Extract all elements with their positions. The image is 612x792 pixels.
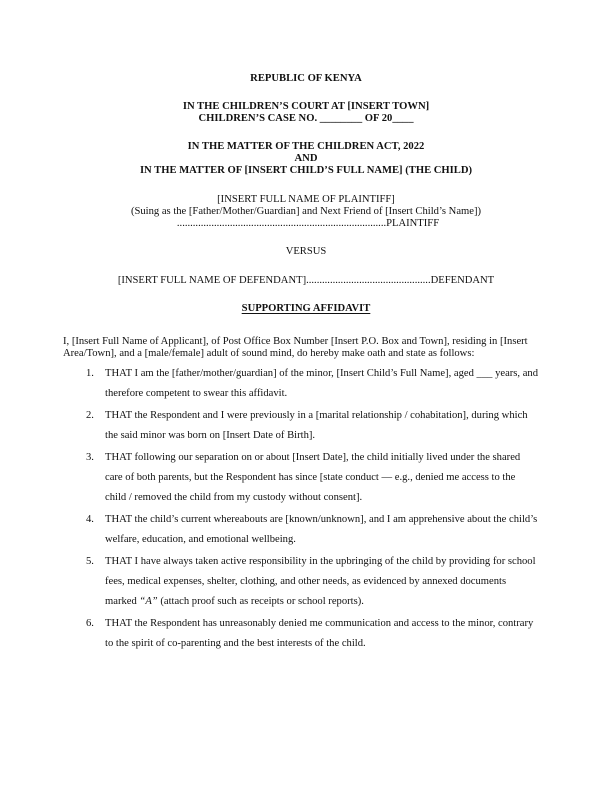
defendant-line: [INSERT FULL NAME OF DEFENDANT]...............................................DEFENDANT: [117, 275, 495, 286]
paragraph-number: 5.: [86, 555, 94, 567]
document-title: [0, 303, 612, 315]
affidavit-paragraph: [63, 552, 538, 613]
paragraph-text-before: THAT I have always taken active responsibility in the upbringing of the child by providing for school fees, medical expenses, shelter, clothing, and other needs, as evidenced by annexed documents marked: [105, 555, 536, 608]
affidavit-paragraphs: [63, 364, 538, 656]
paragraph-number: 6.: [86, 617, 94, 629]
plaintiff-line: ...............................................................................PLAINTIFF: [176, 218, 440, 229]
paragraph-text: THAT I am the [father/mother/guardian] of the minor, [Insert Child’s Full Name], aged ___ years, and therefore competent to swear this affidavit.: [105, 368, 539, 400]
paragraph-text: THAT following our separation on or about [Insert Date], the child initially lived under the shared care of both parents, but the Respondent has since [state conduct — e.g., denied me access to the child / removed the child from my custody without consent].: [105, 451, 521, 504]
annex-mark: “A”: [139, 596, 158, 608]
affidavit-paragraph: [63, 448, 538, 509]
paragraph-text: THAT the Respondent has unreasonably denied me communication and access to the minor, contrary to the spirit of co-parenting and the best interests of the child.: [105, 617, 534, 650]
republic-heading: REPUBLIC OF KENYA: [250, 73, 362, 84]
paragraph-number: 3.: [86, 451, 94, 463]
affidavit-paragraph: [63, 364, 538, 405]
matter-child-heading: IN THE MATTER OF [INSERT CHILD’S FULL NAME] (THE CHILD): [139, 165, 473, 176]
plaintiff-name: [INSERT FULL NAME OF PLAINTIFF]: [217, 194, 395, 205]
paragraph-text: THAT the child’s current whereabouts are [known/unknown], and I am apprehensive about the child’s welfare, education, and emotional wellbeing.: [105, 513, 538, 546]
affidavit-paragraph: [63, 510, 538, 551]
paragraph-number: 2.: [86, 409, 94, 421]
paragraph-text: THAT the Respondent and I were previously in a [marital relationship / cohabitation], during which the said minor was born on [Insert Date of Birth].: [105, 409, 528, 442]
versus-label: VERSUS: [285, 246, 327, 257]
affidavit-paragraph: [63, 614, 538, 655]
intro-paragraph: I, [Insert Full Name of Applicant], of Post Office Box Number [Insert P.O. Box and Town], residing in [Insert Area/Town], and a [male/female] adult of sound mind, do hereby make oath and state as follows:: [63, 336, 528, 360]
paragraph-number: 1.: [86, 368, 94, 379]
matter-act-heading: IN THE MATTER OF THE CHILDREN ACT, 2022: [187, 141, 425, 152]
suing-as: (Suing as the [Father/Mother/Guardian] and Next Friend of [Insert Child’s Name]): [130, 206, 482, 217]
paragraph-number: 4.: [86, 513, 94, 525]
and-heading: AND: [294, 153, 318, 164]
court-heading: IN THE CHILDREN’S COURT AT [INSERT TOWN]: [182, 101, 430, 112]
document-title-text: SUPPORTING AFFIDAVIT: [241, 303, 371, 314]
affidavit-paragraph: [63, 406, 538, 447]
case-number: CHILDREN’S CASE NO. ________ OF 20____: [198, 113, 414, 124]
paragraph-text-after: (attach proof such as receipts or school reports).: [157, 596, 364, 608]
